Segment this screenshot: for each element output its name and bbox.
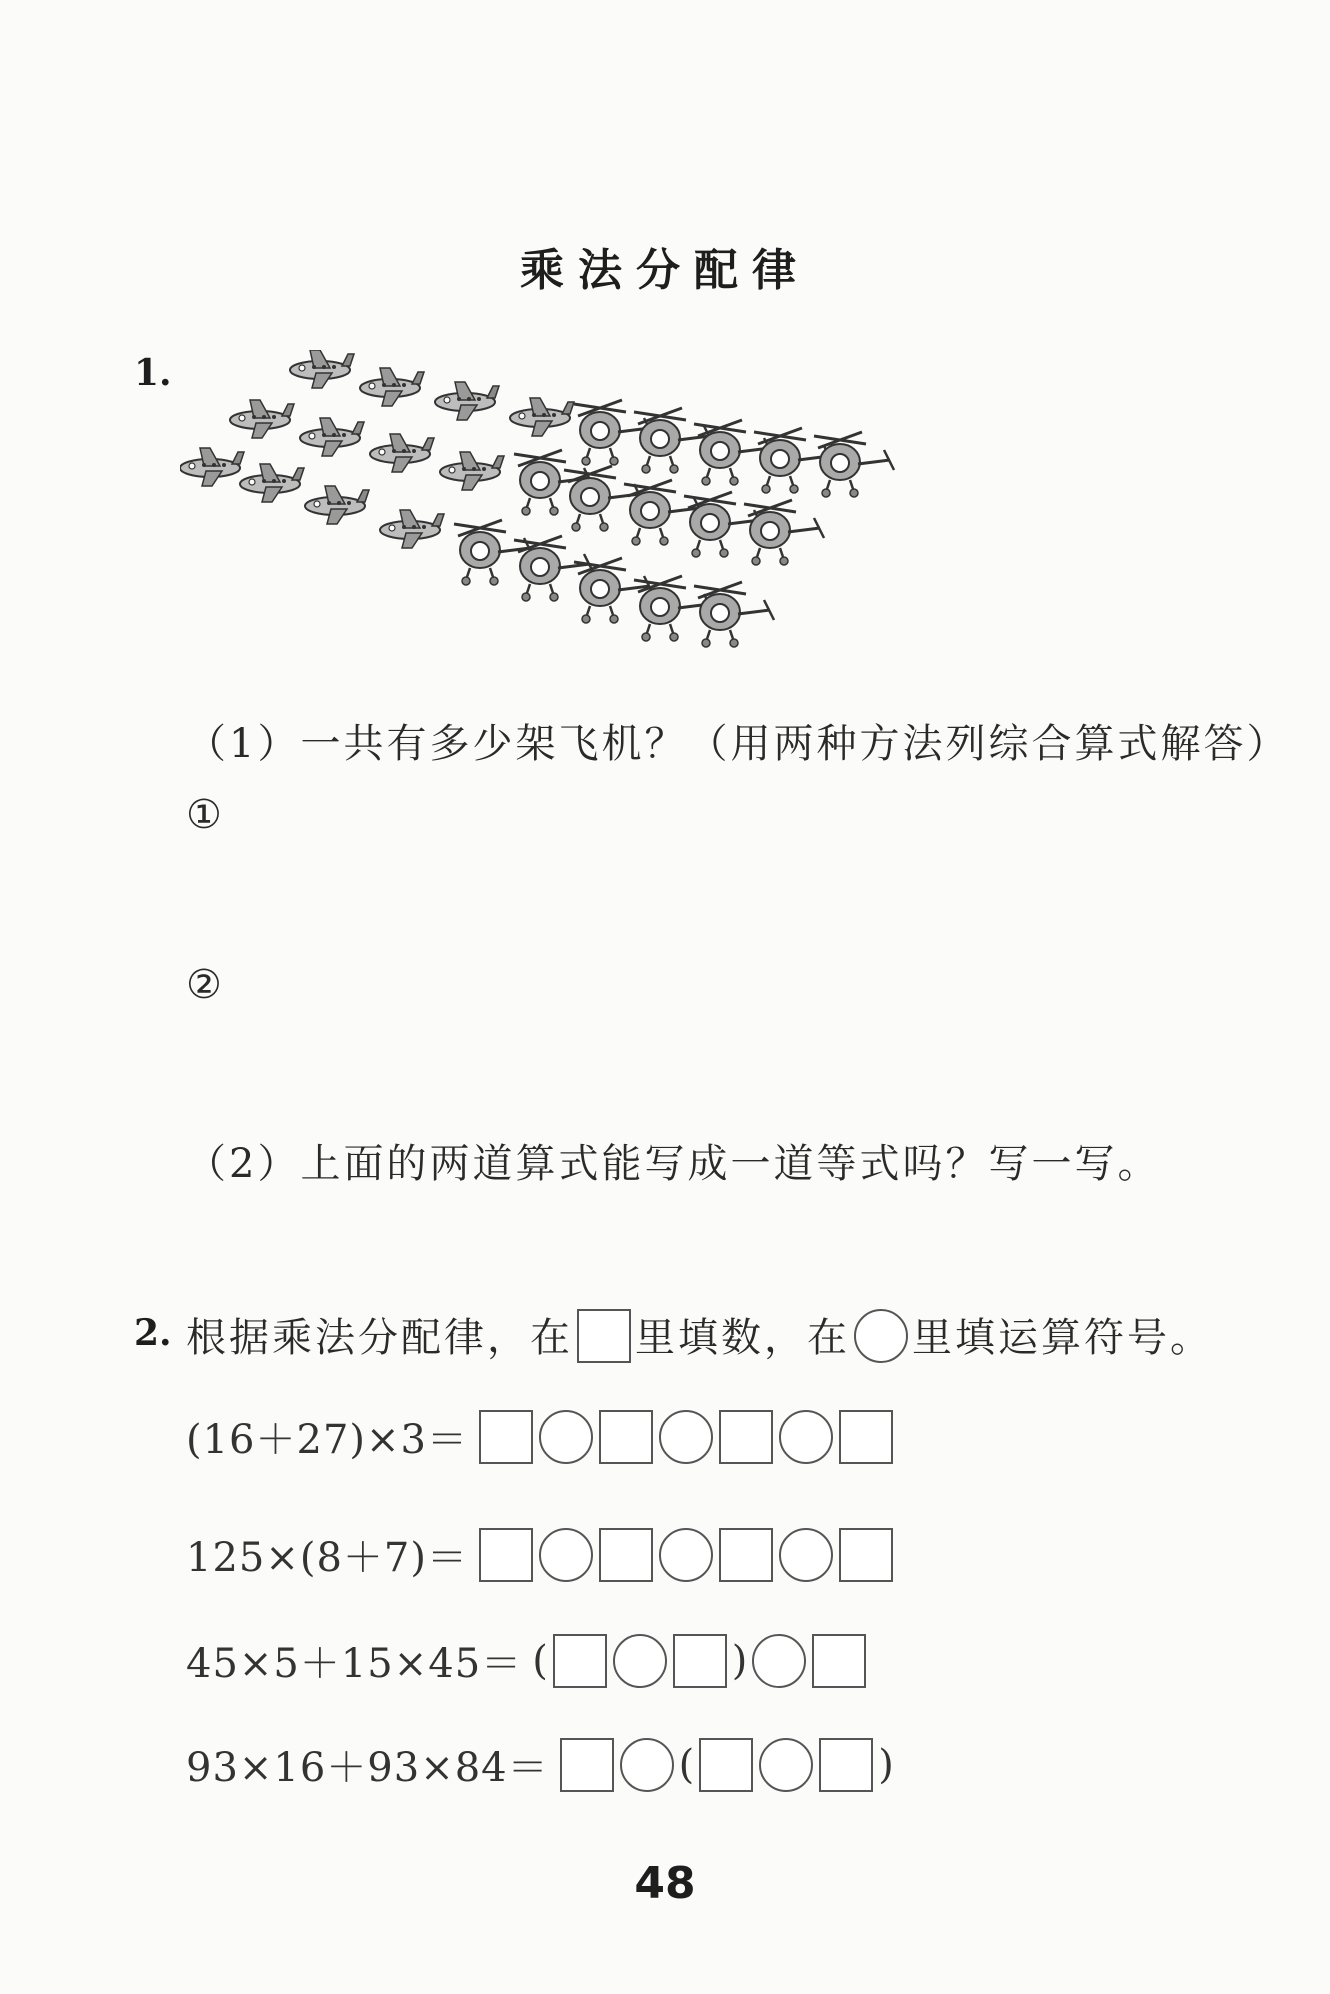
equation-row-1: [186, 1408, 896, 1465]
example-circle: [854, 1309, 908, 1363]
answer-box[interactable]: [479, 1528, 533, 1582]
page-title: 乘法分配律: [520, 245, 810, 296]
operator-circle[interactable]: [659, 1528, 713, 1582]
answer-marker-2: ②: [186, 962, 222, 1008]
aircraft-illustration: [180, 350, 940, 670]
answer-box[interactable]: [839, 1410, 893, 1464]
right-parenthesis: ): [731, 1637, 748, 1684]
left-parenthesis: (: [532, 1637, 548, 1684]
page-number: 48: [634, 1858, 696, 1909]
answer-box[interactable]: [719, 1528, 773, 1582]
operator-circle[interactable]: [779, 1528, 833, 1582]
equation-row-3: [186, 1632, 869, 1689]
answer-box[interactable]: [599, 1528, 653, 1582]
answer-box[interactable]: [553, 1634, 607, 1688]
operator-circle[interactable]: [539, 1410, 593, 1464]
question-1-part-1: （1）一共有多少架飞机？（用两种方法列综合算式解答）: [186, 721, 1290, 767]
answer-box[interactable]: [699, 1738, 753, 1792]
instruction-text-b: 里填数，在: [635, 1315, 850, 1361]
operator-circle[interactable]: [613, 1634, 667, 1688]
question-2-number: 2.: [134, 1312, 172, 1354]
equation-2-expression: 125×(8＋7)＝: [186, 1535, 468, 1581]
instruction-text-a: 根据乘法分配律，在: [186, 1315, 573, 1361]
question-1-part-2: （2）上面的两道算式能写成一道等式吗？写一写。: [186, 1141, 1161, 1187]
answer-marker-1: ①: [186, 792, 222, 838]
question-2-instruction: [186, 1306, 1213, 1363]
operator-circle[interactable]: [779, 1410, 833, 1464]
operator-circle[interactable]: [620, 1738, 674, 1792]
answer-box[interactable]: [839, 1528, 893, 1582]
equation-row-2: [186, 1526, 896, 1583]
right-parenthesis: ): [878, 1741, 894, 1788]
equation-row-4: [186, 1736, 896, 1793]
question-1-number: 1.: [134, 352, 172, 394]
answer-box[interactable]: [673, 1634, 727, 1688]
example-box: [577, 1309, 631, 1363]
operator-circle[interactable]: [752, 1634, 806, 1688]
answer-box[interactable]: [560, 1738, 614, 1792]
operator-circle[interactable]: [659, 1410, 713, 1464]
equation-1-expression: (16＋27)×3＝: [186, 1417, 468, 1463]
answer-box[interactable]: [599, 1410, 653, 1464]
answer-box[interactable]: [812, 1634, 866, 1688]
left-parenthesis: (: [678, 1741, 695, 1788]
instruction-text-c: 里填运算符号。: [912, 1315, 1213, 1361]
operator-circle[interactable]: [759, 1738, 813, 1792]
answer-box[interactable]: [479, 1410, 533, 1464]
answer-box[interactable]: [719, 1410, 773, 1464]
answer-box[interactable]: [819, 1738, 873, 1792]
operator-circle[interactable]: [539, 1528, 593, 1582]
equation-4-expression: 93×16＋93×84＝: [186, 1745, 549, 1791]
equation-3-expression: 45×5＋15×45＝: [186, 1641, 523, 1687]
